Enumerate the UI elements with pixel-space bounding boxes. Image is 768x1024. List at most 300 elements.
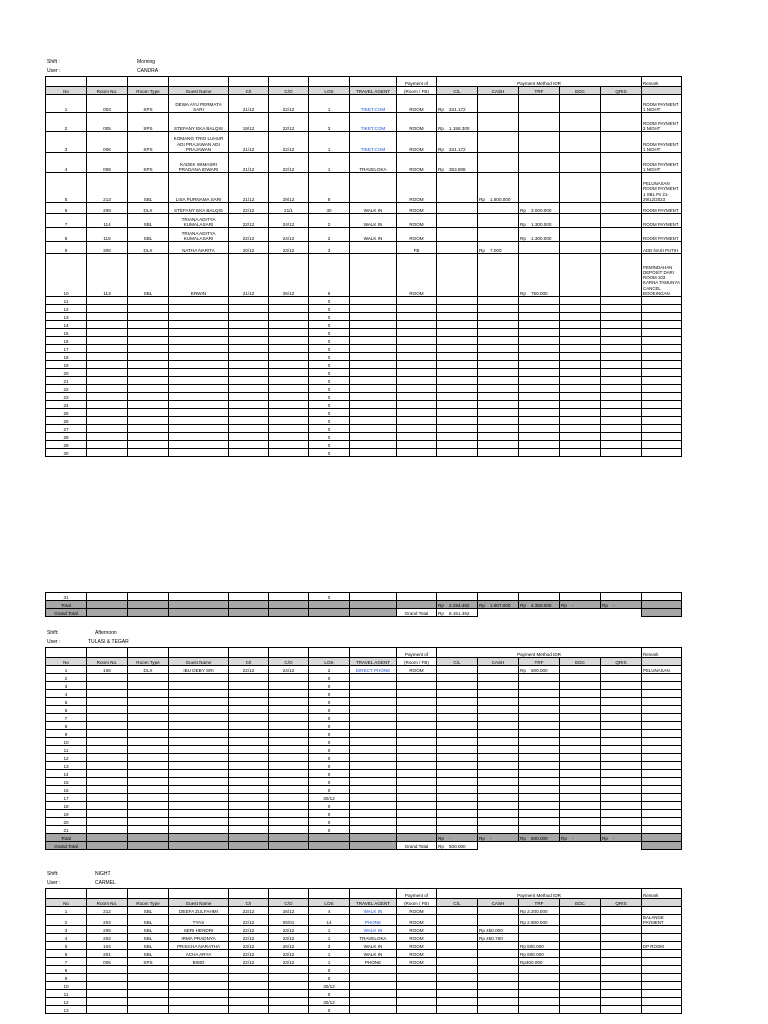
table-row xyxy=(46,242,682,254)
travel-agent xyxy=(350,441,397,449)
cl-amount xyxy=(437,337,478,345)
payment-of xyxy=(397,1006,437,1014)
cash-amount xyxy=(478,990,519,998)
check-in xyxy=(229,998,269,1006)
room-no: 213 xyxy=(87,173,128,203)
room-type xyxy=(128,810,169,818)
room-type xyxy=(128,417,169,425)
room-no: 113 xyxy=(87,254,128,297)
cl-amount xyxy=(437,730,478,738)
remark xyxy=(642,297,682,305)
row-number: 20 xyxy=(46,818,87,826)
row-number: 3 xyxy=(46,682,87,690)
edc-amount xyxy=(560,337,601,345)
check-in xyxy=(229,730,269,738)
room-no xyxy=(87,377,128,385)
room-no xyxy=(87,674,128,682)
travel-agent[interactable] xyxy=(350,666,397,674)
currency-label: Rp xyxy=(520,235,526,241)
grand-total-blank xyxy=(309,609,350,617)
row-number: 22 xyxy=(46,385,87,393)
room-no xyxy=(87,321,128,329)
trf-amount xyxy=(519,377,560,385)
cl-amount xyxy=(437,722,478,730)
table-row xyxy=(46,714,682,722)
qris-amount xyxy=(601,361,642,369)
cl-amount xyxy=(437,802,478,810)
remark xyxy=(642,305,682,313)
check-out xyxy=(269,778,309,786)
payment-of: ROOM xyxy=(397,907,437,915)
travel-agent xyxy=(350,433,397,441)
room-no: 008 xyxy=(87,153,128,173)
qris-amount xyxy=(601,746,642,754)
row-number: 6 xyxy=(46,706,87,714)
edc-amount xyxy=(560,722,601,730)
room-type xyxy=(128,425,169,433)
remark: ADD NASI PUTIH xyxy=(642,242,682,254)
payment-of xyxy=(397,982,437,990)
trf-amount xyxy=(519,1006,560,1014)
check-in xyxy=(229,441,269,449)
header-blank xyxy=(87,889,128,899)
total-label: Total xyxy=(46,834,87,842)
cl-amount xyxy=(437,385,478,393)
trf-amount xyxy=(519,409,560,417)
table-row xyxy=(46,353,682,361)
travel-agent-link[interactable]: TIKET.COM xyxy=(360,106,386,112)
check-in xyxy=(229,682,269,690)
room-no xyxy=(87,313,128,321)
total-cash xyxy=(478,834,519,842)
grand-total-blank xyxy=(128,609,169,617)
morning-shift-section xyxy=(45,58,682,457)
guest-name xyxy=(169,593,229,601)
cl-amount xyxy=(437,926,478,934)
room-type: SBL xyxy=(128,934,169,942)
check-out: 22/12 xyxy=(269,132,309,153)
travel-agent[interactable] xyxy=(350,915,397,926)
room-no xyxy=(87,762,128,770)
travel-agent-link[interactable]: TIKET.COM xyxy=(360,125,386,131)
row-number: 13 xyxy=(46,1006,87,1014)
total-blank xyxy=(169,601,229,609)
length-of-stay: 0 xyxy=(309,714,350,722)
row-number: 23 xyxy=(46,393,87,401)
travel-agent-link[interactable]: TIKET.COM xyxy=(360,146,386,152)
guest-name xyxy=(169,786,229,794)
grand-total-label: Grand Total xyxy=(46,609,87,617)
room-no xyxy=(87,698,128,706)
table-row xyxy=(46,818,682,826)
guest-name: TRIANA ADITYA KUMALASARI xyxy=(169,228,229,242)
qris-amount xyxy=(601,385,642,393)
edc-amount xyxy=(560,794,601,802)
check-out xyxy=(269,770,309,778)
room-no xyxy=(87,826,128,834)
los-header: LOS xyxy=(309,87,350,95)
trf-amount xyxy=(519,770,560,778)
cash-amount xyxy=(478,802,519,810)
qris-amount xyxy=(601,337,642,345)
guest-name xyxy=(169,682,229,690)
payment-of xyxy=(397,974,437,982)
remark xyxy=(642,698,682,706)
cl-header: C/L xyxy=(437,658,478,666)
room-no: 106 xyxy=(87,666,128,674)
check-in xyxy=(229,966,269,974)
length-of-stay: 8 xyxy=(309,173,350,203)
payment-of xyxy=(397,361,437,369)
cl-amount xyxy=(437,449,478,457)
payment-of xyxy=(397,818,437,826)
length-of-stay: 0 xyxy=(309,974,350,982)
check-in xyxy=(229,794,269,802)
length-of-stay: 30/12 xyxy=(309,794,350,802)
currency-label: Rp xyxy=(561,835,567,841)
cl-amount xyxy=(437,682,478,690)
trf-amount xyxy=(519,95,560,113)
travel-agent xyxy=(350,738,397,746)
check-out xyxy=(269,802,309,810)
travel-agent xyxy=(350,802,397,810)
cl-amount xyxy=(437,950,478,958)
cash-header: CASH xyxy=(478,87,519,95)
check-in xyxy=(229,674,269,682)
morning-shift-table xyxy=(45,76,682,457)
qris-header: QRIS xyxy=(601,658,642,666)
remark xyxy=(642,690,682,698)
length-of-stay: 0 xyxy=(309,385,350,393)
room-type xyxy=(128,762,169,770)
cl-amount xyxy=(437,794,478,802)
row-number: 9 xyxy=(46,730,87,738)
cl-amount xyxy=(437,958,478,966)
trf-amount xyxy=(519,254,560,297)
length-of-stay: 30/12 xyxy=(309,982,350,990)
header-blank xyxy=(128,889,169,899)
cash-header: CASH xyxy=(478,899,519,907)
room-no xyxy=(87,409,128,417)
check-in xyxy=(229,409,269,417)
remark xyxy=(642,982,682,990)
header-blank xyxy=(269,648,309,658)
cl-amount xyxy=(437,674,478,682)
edc-amount xyxy=(560,305,601,313)
check-in-header: C/I xyxy=(229,87,269,95)
length-of-stay: 0 xyxy=(309,722,350,730)
room-no xyxy=(87,433,128,441)
guest-name xyxy=(169,329,229,337)
remark xyxy=(642,950,682,958)
room-no xyxy=(87,966,128,974)
table-row xyxy=(46,95,682,113)
row-number: 3 xyxy=(46,926,87,934)
room-type: SPS xyxy=(128,132,169,153)
room-type: DLX xyxy=(128,666,169,674)
cash-amount xyxy=(478,393,519,401)
travel-agent xyxy=(350,173,397,203)
check-out: 23/12 xyxy=(269,950,309,958)
user-label: User : xyxy=(47,639,61,645)
room-type-header: Room Type xyxy=(128,658,169,666)
row-number: 8 xyxy=(46,722,87,730)
cash-amount xyxy=(478,907,519,915)
room-type: SPS xyxy=(128,95,169,113)
los-header: LOS xyxy=(309,899,350,907)
check-out xyxy=(269,730,309,738)
guest-name xyxy=(169,818,229,826)
row-number: 15 xyxy=(46,329,87,337)
travel-agent xyxy=(350,305,397,313)
payment-of-header: Payment of xyxy=(397,889,437,899)
afternoon-shift-section xyxy=(45,629,682,850)
cash-amount xyxy=(478,173,519,203)
length-of-stay: 1 xyxy=(309,950,350,958)
check-in xyxy=(229,754,269,762)
table-row xyxy=(46,682,682,690)
cl-amount xyxy=(437,942,478,950)
length-of-stay: 0 xyxy=(309,1006,350,1014)
table-row xyxy=(46,305,682,313)
length-of-stay: 0 xyxy=(309,786,350,794)
amount-value: 1.607.000 xyxy=(490,602,511,608)
room-no xyxy=(87,305,128,313)
travel-agent xyxy=(350,698,397,706)
table-row xyxy=(46,698,682,706)
morning-totals-section xyxy=(45,592,682,617)
qris-amount xyxy=(601,113,642,132)
edc-amount xyxy=(560,762,601,770)
qris-amount xyxy=(601,313,642,321)
currency-label: Rp xyxy=(602,835,608,841)
amount-value: - xyxy=(613,835,615,841)
room-no xyxy=(87,990,128,998)
row-number: 24 xyxy=(46,401,87,409)
travel-agent[interactable] xyxy=(350,95,397,113)
qris-amount xyxy=(601,738,642,746)
travel-agent[interactable] xyxy=(350,113,397,132)
length-of-stay: 0 xyxy=(309,818,350,826)
room-no xyxy=(87,818,128,826)
check-in: 19/12 xyxy=(229,113,269,132)
room-type xyxy=(128,329,169,337)
table-row xyxy=(46,433,682,441)
guest-name xyxy=(169,706,229,714)
row-number: 5 xyxy=(46,698,87,706)
travel-agent xyxy=(350,762,397,770)
table-row xyxy=(46,441,682,449)
payment-of xyxy=(397,966,437,974)
qris-amount xyxy=(601,818,642,826)
cash-amount xyxy=(478,425,519,433)
length-of-stay: 0 xyxy=(309,393,350,401)
travel-agent-link[interactable]: WALK IN xyxy=(363,928,383,934)
user-value: TULASI & TEGAR xyxy=(88,639,129,645)
length-of-stay: 0 xyxy=(309,738,350,746)
row-number: 14 xyxy=(46,770,87,778)
row-number: 4 xyxy=(46,690,87,698)
guest-name xyxy=(169,321,229,329)
header-blank xyxy=(350,648,397,658)
currency-label: Rp xyxy=(479,196,485,202)
room-type: SBL xyxy=(128,173,169,203)
table-row xyxy=(46,345,682,353)
payment-of: ROOM xyxy=(397,214,437,228)
check-out: 22/12 xyxy=(269,113,309,132)
cash-amount: Rp 450.000 xyxy=(478,926,519,934)
grand-total-blank xyxy=(519,609,560,617)
check-out xyxy=(269,305,309,313)
travel-agent-link[interactable]: DIRECT PHONE xyxy=(355,667,391,673)
payment-method-header: Payment Method IDR xyxy=(437,77,642,87)
remark xyxy=(642,441,682,449)
row-number: 21 xyxy=(46,826,87,834)
payment-of xyxy=(397,313,437,321)
travel-agent[interactable] xyxy=(350,926,397,934)
amount-value: - xyxy=(613,602,615,608)
amount-value: 500.000 xyxy=(531,835,548,841)
edc-amount xyxy=(560,998,601,1006)
guest-name: DEEFA ZULFAHMI xyxy=(169,907,229,915)
room-type xyxy=(128,449,169,457)
check-out: 22/12 xyxy=(269,153,309,173)
room-type xyxy=(128,377,169,385)
room-no: 114 xyxy=(87,214,128,228)
cash-amount xyxy=(478,401,519,409)
check-in xyxy=(229,818,269,826)
cash-amount xyxy=(478,826,519,834)
qris-amount xyxy=(601,974,642,982)
row-number: 25 xyxy=(46,409,87,417)
edc-amount xyxy=(560,242,601,254)
table-row xyxy=(46,690,682,698)
payment-of-header: Payment of xyxy=(397,648,437,658)
room-no: 306 xyxy=(87,242,128,254)
edc-amount xyxy=(560,297,601,305)
table-row xyxy=(46,966,682,974)
edc-amount xyxy=(560,990,601,998)
travel-agent-link[interactable]: PHONE xyxy=(364,920,382,926)
edc-amount xyxy=(560,966,601,974)
header-blank xyxy=(269,77,309,87)
check-in xyxy=(229,449,269,457)
check-out xyxy=(269,990,309,998)
currency-label: Rp xyxy=(479,835,485,841)
travel-agent-link[interactable]: WALK IN xyxy=(363,908,383,914)
afternoon-shift-table xyxy=(45,647,682,850)
grand-total-blank xyxy=(642,609,682,617)
cash-amount xyxy=(478,786,519,794)
length-of-stay: 3 xyxy=(309,113,350,132)
check-in xyxy=(229,762,269,770)
morning-shift-meta xyxy=(45,58,682,76)
remark xyxy=(642,746,682,754)
length-of-stay: 0 xyxy=(309,329,350,337)
row-number: 7 xyxy=(46,714,87,722)
header-blank xyxy=(46,77,87,87)
row-number: 16 xyxy=(46,337,87,345)
room-type xyxy=(128,682,169,690)
qris-amount xyxy=(601,690,642,698)
trf-amount xyxy=(519,786,560,794)
edc-amount xyxy=(560,770,601,778)
cl-amount xyxy=(437,915,478,926)
grand-total-blank xyxy=(350,842,397,850)
check-out xyxy=(269,982,309,990)
length-of-stay: 0 xyxy=(309,441,350,449)
length-of-stay: 0 xyxy=(309,802,350,810)
grand-total-blank xyxy=(478,609,519,617)
check-in: 22/12 xyxy=(229,214,269,228)
travel-agent xyxy=(350,254,397,297)
travel-agent xyxy=(350,974,397,982)
qris-amount xyxy=(601,1006,642,1014)
header-blank xyxy=(87,77,128,87)
trf-amount xyxy=(519,153,560,173)
room-no: 104 xyxy=(87,942,128,950)
payment-of xyxy=(397,305,437,313)
cash-amount xyxy=(478,95,519,113)
remark: ROOM PAYMENT xyxy=(642,228,682,242)
row-number: 21 xyxy=(46,377,87,385)
header-blank xyxy=(269,889,309,899)
length-of-stay: 1 xyxy=(309,95,350,113)
length-of-stay: 0 xyxy=(309,409,350,417)
table-row xyxy=(46,746,682,754)
edc-amount xyxy=(560,433,601,441)
user-value: CANDRA xyxy=(137,68,159,74)
cash-amount xyxy=(478,915,519,926)
trf-amount xyxy=(519,113,560,132)
table-row xyxy=(46,377,682,385)
grand-total-blank xyxy=(229,609,269,617)
check-in xyxy=(229,433,269,441)
travel-agent[interactable] xyxy=(350,907,397,915)
check-out xyxy=(269,714,309,722)
room-type-header: Room Type xyxy=(128,87,169,95)
table-row xyxy=(46,722,682,730)
room-type xyxy=(128,966,169,974)
row-number: 14 xyxy=(46,321,87,329)
length-of-stay: 0 xyxy=(309,369,350,377)
trf-amount xyxy=(519,990,560,998)
room-type xyxy=(128,990,169,998)
room-type xyxy=(128,313,169,321)
check-out-header: C/O xyxy=(269,87,309,95)
user-label: User : xyxy=(47,68,61,74)
length-of-stay: 30 xyxy=(309,203,350,214)
header-blank xyxy=(309,889,350,899)
grand-total-value xyxy=(437,842,478,850)
travel-agent xyxy=(350,242,397,254)
guest-name xyxy=(169,810,229,818)
payment-of: ROOM xyxy=(397,926,437,934)
cl-amount xyxy=(437,778,478,786)
cl-amount xyxy=(437,810,478,818)
room-no: 201 xyxy=(87,950,128,958)
table-row xyxy=(46,942,682,950)
guest-name: ACHA ARYA xyxy=(169,950,229,958)
grand-total-blank xyxy=(269,842,309,850)
check-in: 22/12 xyxy=(229,228,269,242)
header-blank xyxy=(229,77,269,87)
travel-agent[interactable] xyxy=(350,132,397,153)
remark: PEMINDAHAN DEPOSIT DARI ROOM 103 KARNA TAMUNYA CANCEL BOOKINGAN xyxy=(642,254,682,297)
qris-amount xyxy=(601,698,642,706)
qris-amount xyxy=(601,95,642,113)
currency-label: Rp xyxy=(602,602,608,608)
